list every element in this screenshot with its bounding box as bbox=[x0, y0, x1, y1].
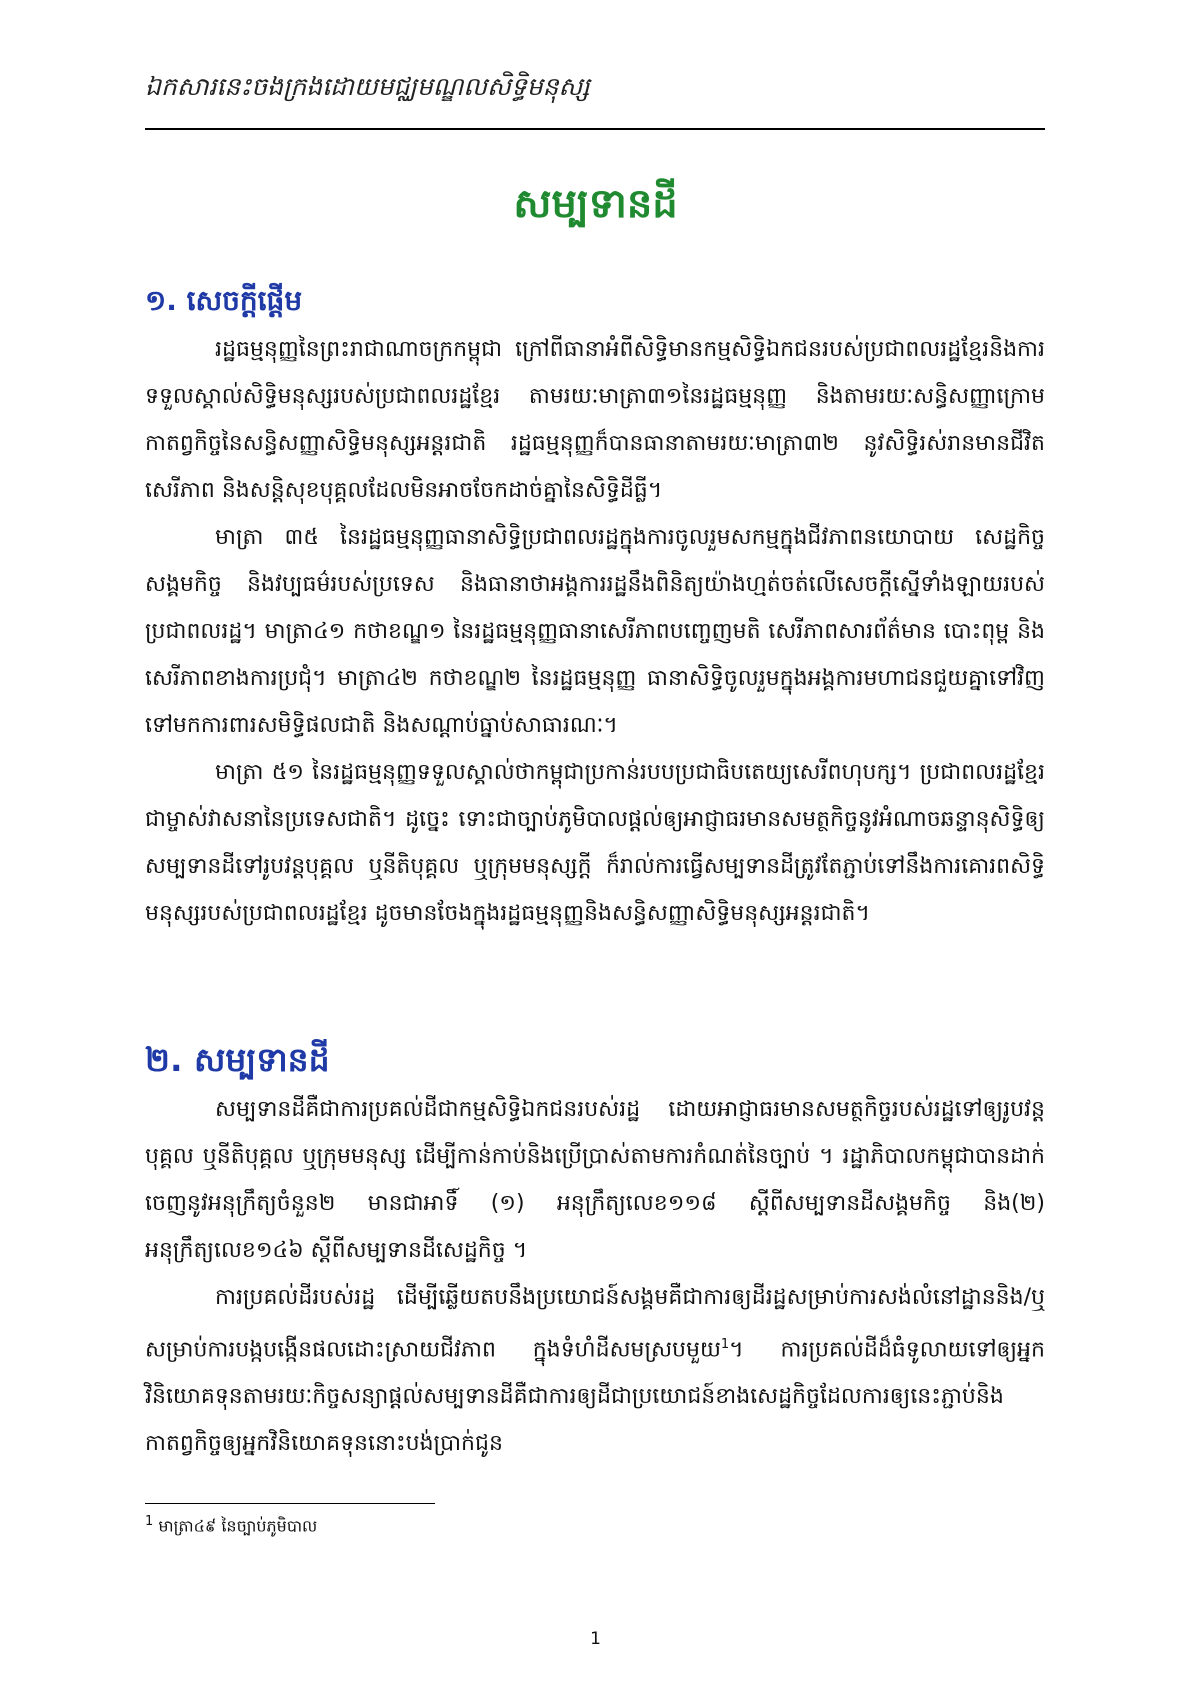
footnote-mark: 1 bbox=[145, 1514, 154, 1529]
page-number: 1 bbox=[590, 1629, 601, 1649]
section-body-land-concession bbox=[145, 1086, 1045, 1467]
paragraph bbox=[145, 1274, 1045, 1467]
section-heading-land-concession: ២. សម្បទានដី bbox=[145, 1040, 330, 1079]
paragraph-text: ការប្រគល់ដីរបស់រដ្ឋ ដើម្បីឆ្លើយតបនឹងប្រយោជន៍សង្គមគឺជាការឲ្យដីរដ្ឋសម្រាប់ការសង់លំនៅដ្ឋាននិង/ឬសម្រាប់ការបង្កបង្កើនផលដោះស្រាយជីវភាព ក្នុងទំហំដីសមស្របមួយ bbox=[145, 1285, 1045, 1363]
paragraph: រដ្ឋធម្មនុញ្ញនៃព្រះរាជាណាចក្រកម្ពុជា ក្រៅពីធានាអំពីសិទ្ធិមានកម្មសិទ្ធិឯកជនរបស់ប្រជាពលរដ្ឋខ្មែរនិងការទទួលស្គាល់សិទ្ធិមនុស្សរបស់ប្រជាពលរដ្ឋខ្មែរ តាមរយៈមាត្រា៣១នៃរដ្ឋធម្មនុញ្ញ និងតាមរយៈសន្ធិសញ្ញាក្រោមកាតព្វកិច្ចនៃសន្ធិសញ្ញាសិទ្ធិមនុស្សអន្តរជាតិ រដ្ឋធម្មនុញ្ញក៏បានធានាតាមរយៈមាត្រា៣២ នូវសិទ្ធិរស់រានមានជីវិត សេរីភាព និងសន្តិសុខបុគ្គលដែលមិនអាចចែកដាច់គ្នានៃសិទ្ធិដីធ្លី។ bbox=[145, 337, 1045, 503]
footnote bbox=[145, 1514, 317, 1539]
section-body-introduction bbox=[145, 326, 1045, 937]
header-divider bbox=[145, 128, 1045, 130]
paragraph: សម្បទានដីគឺជាការប្រគល់ដីជាកម្មសិទ្ធិឯកជនរបស់រដ្ឋ ដោយអាជ្ញាធរមានសមត្ថកិច្ចរបស់រដ្ឋទៅឲ្យរូបវន្តបុគ្គល ឬនីតិបុគ្គល ឬក្រុមមនុស្ស ដើម្បីកាន់កាប់និងប្រើប្រាស់តាមការកំណត់នៃច្បាប់ ។ រដ្ឋាភិបាលកម្ពុជាបានដាក់ចេញនូវអនុក្រឹត្យចំនួន២ មានជាអាទិ៍ (១) អនុក្រឹត្យលេខ១១៨ ស្តីពីសម្បទានដីសង្គមកិច្ច និង(២) អនុក្រឹត្យលេខ១៤៦ ស្តីពីសម្បទានដីសេដ្ឋកិច្ច ។ bbox=[145, 1097, 1045, 1263]
paragraph: មាត្រា ៥១ នៃរដ្ឋធម្មនុញ្ញទទួលស្គាល់ថាកម្ពុជាប្រកាន់របបប្រជាធិបតេយ្យសេរីពហុបក្ស។ ប្រជាពលរដ្ឋខ្មែរជាម្ចាស់វាសនានៃប្រទេសជាតិ។ ដូច្នេះ ទោះជាច្បាប់ភូមិបាលផ្តល់ឲ្យអាជ្ញាធរមានសមត្ថកិច្ចនូវអំណាចឆន្ទានុសិទ្ធិឲ្យសម្បទានដីទៅរូបវន្តបុគ្គល ឬនីតិបុគ្គល ឬក្រុមមនុស្សក្តី ក៏រាល់ការធ្វើសម្បទានដីត្រូវតែភ្ជាប់ទៅនឹងការគោរពសិទ្ធិមនុស្សរបស់ប្រជាពលរដ្ឋខ្មែរ ដូចមានចែងក្នុងរដ្ឋធម្មនុញ្ញនិងសន្ធិសញ្ញាសិទ្ធិមនុស្សអន្តរជាតិ។ bbox=[145, 760, 1045, 926]
document-header: ឯកសារនេះចងក្រងដោយមជ្ឈមណ្ឌលសិទ្ធិមនុស្ស bbox=[145, 72, 590, 101]
paragraph-text: ។ ការប្រគល់ដីដ៏ធំទូលាយទៅឲ្យអ្នកវិនិយោគទុនតាមរយៈកិច្ចសន្យាផ្តល់សម្បទានដីគឺជាការឲ្យដីជាប្រយោជន៍ខាងសេដ្ឋកិច្ចដែលការឲ្យនេះភ្ជាប់និងកាតព្វកិច្ចឲ្យអ្នកវិនិយោគទុននោះបង់ប្រាក់ជូន bbox=[145, 1337, 1045, 1457]
footnote-reference[interactable]: 1 bbox=[720, 1337, 730, 1352]
page-title: សម្បទានដី bbox=[513, 181, 678, 227]
section-heading-introduction: ១. សេចក្តីផ្តើម bbox=[145, 284, 303, 317]
footnote-text: មាត្រា៤៩ នៃច្បាប់ភូមិបាល bbox=[153, 1516, 318, 1536]
footnote-divider bbox=[145, 1503, 435, 1504]
paragraph: មាត្រា ៣៥ នៃរដ្ឋធម្មនុញ្ញធានាសិទ្ធិប្រជាពលរដ្ឋក្នុងការចូលរួមសកម្មក្នុងជីវភាពនយោបាយ សេដ្ឋកិច្ច សង្គមកិច្ច និងវប្បធម៌របស់ប្រទេស និងធានាថាអង្គការរដ្ឋនឹងពិនិត្យយ៉ាងហ្មត់ចត់លើសេចក្តីស្នើទាំងឡាយរបស់ប្រជាពលរដ្ឋ។ មាត្រា៤១ កថាខណ្ឌ១ នៃរដ្ឋធម្មនុញ្ញធានាសេរីភាពបញ្ចេញមតិ សេរីភាពសារព័ត៌មាន បោះពុម្ព និងសេរីភាពខាងការប្រជុំ។ មាត្រា៤២ កថាខណ្ឌ២ នៃរដ្ឋធម្មនុញ្ញ ធានាសិទ្ធិចូលរួមក្នុងអង្គការមហាជនជួយគ្នាទៅវិញទៅមកការពារសមិទ្ធិផលជាតិ និងសណ្តាប់ធ្នាប់សាធារណៈ។ bbox=[145, 525, 1045, 738]
